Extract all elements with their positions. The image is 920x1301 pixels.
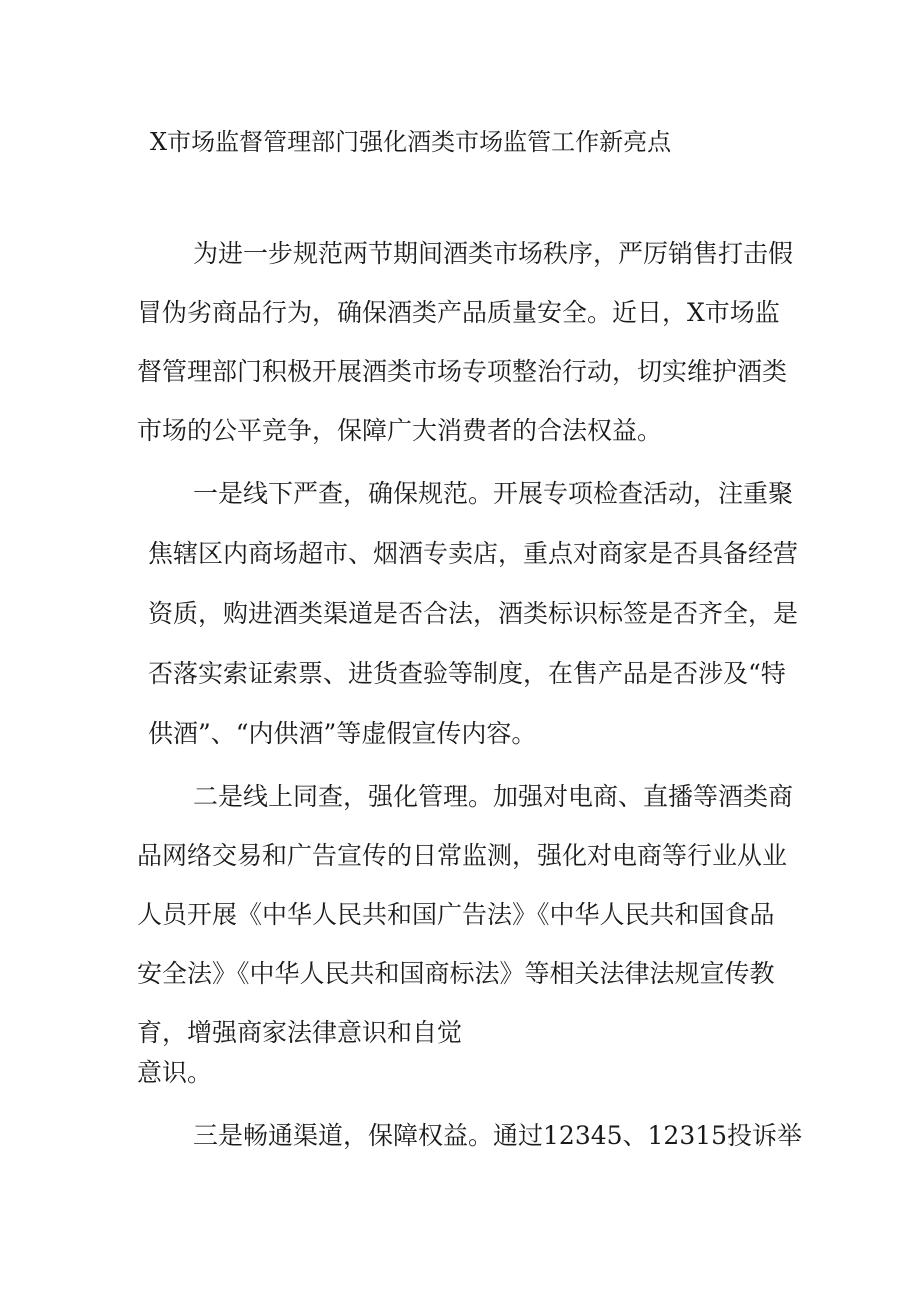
paragraph-line: 督管理部门积极开展酒类市场专项整治行动，切实维护酒类 [137, 357, 788, 386]
paragraph-line: 冒伪劣商品行为，确保酒类产品质量安全。近日，X市场监 [137, 298, 780, 327]
paragraph-line: 市场的公平竞争，保障广大消费者的合法权益。 [137, 416, 663, 445]
paragraph-line: 品网络交易和广告宣传的日常监测，强化对电商等行业从业 [137, 841, 788, 870]
paragraph-line: 为进一步规范两节期间酒类市场秩序，严厉销售打击假 [193, 239, 794, 268]
paragraph-line: 供酒”、“内供酒”等虚假宣传内容。 [148, 719, 537, 748]
paragraph-line: 资质，购进酒类渠道是否合法，酒类标识标签是否齐全，是 [148, 599, 799, 628]
document-title: X市场监督管理部门强化酒类市场监管工作新亮点 [150, 128, 672, 156]
paragraph-line: 人员开展《中华人民共和国广告法》《中华人民共和国食品 [137, 900, 775, 929]
paragraph-line: 否落实索证索票、进货查验等制度，在售产品是否涉及“特 [148, 659, 786, 688]
paragraph-line: 安全法》《中华人民共和国商标法》等相关法律法规宣传教 [137, 959, 775, 988]
paragraph-line: 育，增强商家法律意识和自觉 [137, 1018, 463, 1047]
paragraph-line: 一是线下严查，确保规范。开展专项检查活动，注重聚 [193, 479, 794, 508]
paragraph-line: 二是线上同查，强化管理。加强对电商、直播等酒类商 [193, 782, 794, 811]
paragraph-line: 意识。 [137, 1058, 213, 1087]
paragraph-line: 焦辖区内商场超市、烟酒专卖店，重点对商家是否具备经营 [148, 539, 799, 568]
paragraph-line: 三是畅通渠道，保障权益。通过12345、12315投诉举 [193, 1121, 803, 1150]
